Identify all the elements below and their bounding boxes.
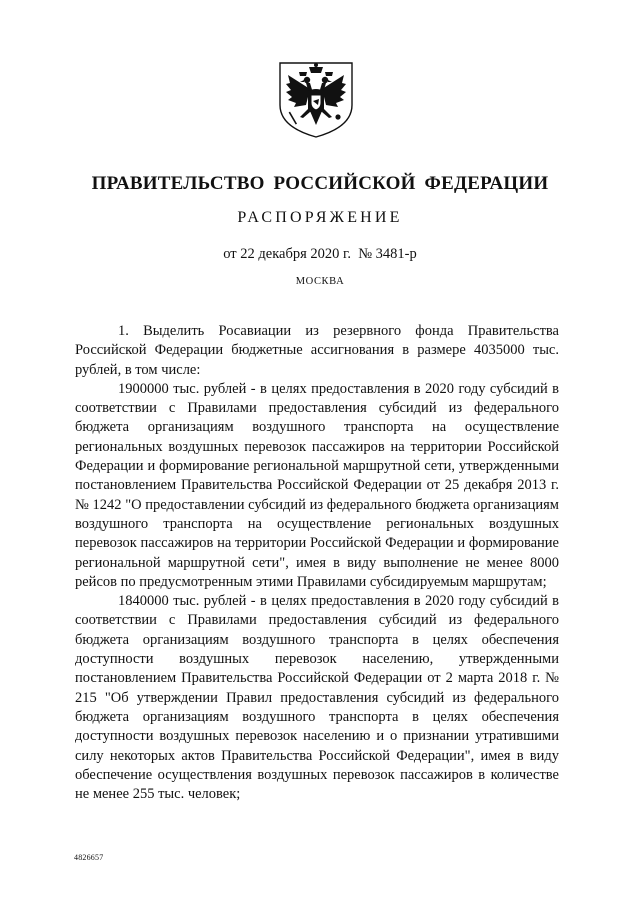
coat-of-arms-icon: [276, 53, 356, 139]
paragraph: 1. Выделить Росавиации из резервного фонда Правительства Российской Федерации бюджетные ассигнования в размере 4035000 тыс. рублей, в том числе:: [75, 323, 559, 378]
document-body: [75, 322, 559, 804]
document-type: РАСПОРЯЖЕНИЕ: [237, 209, 403, 226]
document-date: от 22 декабря 2020 г.: [223, 246, 351, 262]
date-line: [0, 246, 640, 263]
issuer-title: ПРАВИТЕЛЬСТВО РОССИЙСКОЙ ФЕДЕРАЦИИ: [91, 173, 549, 194]
paragraph: 1840000 тыс. рублей - в целях предоставления в 2020 году субсидий в соответствии с Правилами предоставления субсидий из федерального бюджета организациям воздушного транспорта в целях обеспечения доступности воздушных перевозок населению, утвержденными постановлением Правительства Российской Федерации от 2 марта 2018 г. № 215 "Об утверждении Правил предоставления субсидий из федерального бюджета организациям воздушного транспорта в целях обеспечения доступности воздушных перевозок населению и о признании утратившими силу некоторых актов Правительства Российской Федерации", имея в виду обеспечение осуществления воздушных перевозок пассажиров в количестве не менее 255 тыс. человек;: [75, 593, 559, 803]
paragraph: 1900000 тыс. рублей - в целях предоставления в 2020 году субсидий в соответствии с Правилами предоставления субсидий из федерального бюджета организациям воздушного транспорта на осуществление региональных воздушных перевозок пассажиров на территории Российской Федерации и формирование региональной маршрутной сети, утвержденными постановлением Правительства Российской Федерации от 25 декабря 2013 г. № 1242 "О предоставлении субсидий из федерального бюджета организациям воздушного транспорта на осуществление региональных воздушных перевозок пассажиров на территории Российской Федерации и формирование региональной маршрутной сети", имея в виду выполнение не менее 8000 рейсов по предусмотренным этими Правилами субсидируемым маршрутам;: [75, 380, 559, 590]
city-name: МОСКВА: [295, 276, 345, 287]
document-number: № 3481-р: [358, 246, 417, 262]
document-code: 4826657: [74, 853, 104, 862]
